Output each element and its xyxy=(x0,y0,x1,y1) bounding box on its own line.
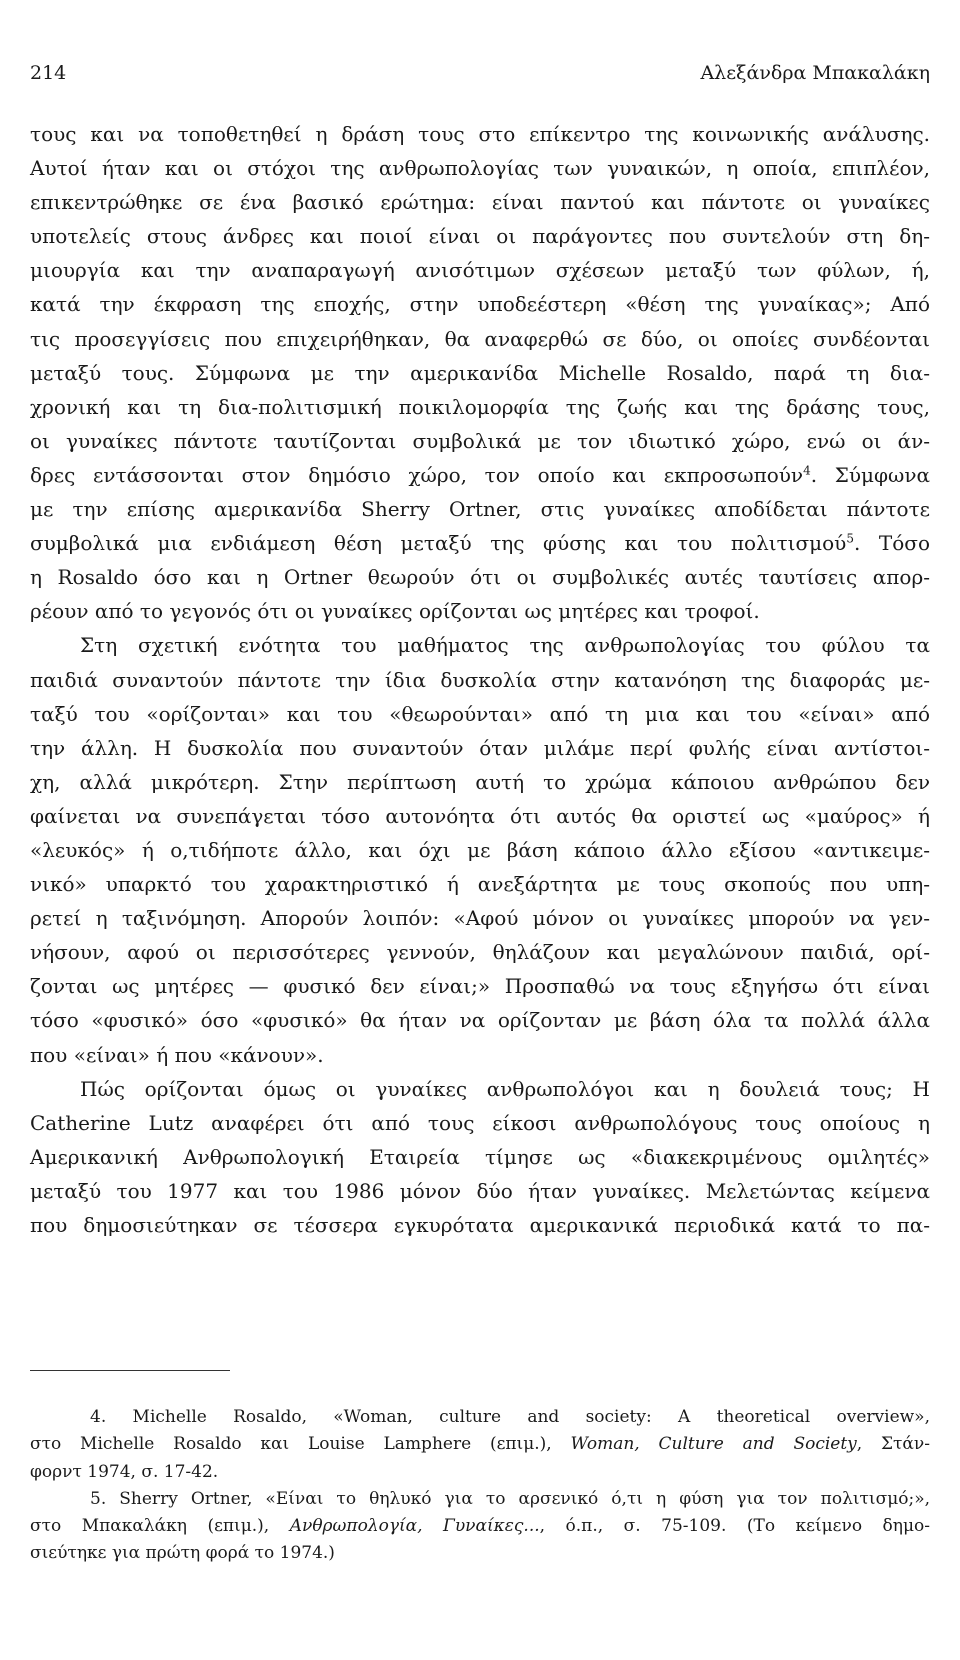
footnote-text: Michelle Rosaldo, «Woman, culture and society: A theoretical overview», xyxy=(132,1407,930,1427)
footnote-text: Sherry Ortner, «Είναι το θηλυκό για το αρσενικό ό,τι η φύση για τον πολιτισμό;», xyxy=(119,1488,931,1509)
body-line: ρετεί η ταξινόμηση. Απορούν λοιπόν: «Αφού μόνον οι γυναίκες μπορούν να γεν- xyxy=(30,906,930,931)
body-line-text: συμβολικά μια ενδιάμεση θέση μεταξύ της φύσης και του πολιτισμού xyxy=(30,531,847,556)
body-text xyxy=(30,117,930,1242)
footnote-divider xyxy=(30,1370,230,1371)
footnote-number: 4. xyxy=(90,1407,107,1427)
body-line: νικό» υπαρκτό του χαρακτηριστικό ή ανεξάρτητα με τους σκοπούς που υπη- xyxy=(30,872,930,897)
body-line: υποτελείς στους άνδρες και ποιοί είναι οι παράγοντες που συντελούν στη δη- xyxy=(30,224,930,249)
body-line: μεταξύ του 1977 και του 1986 μόνον δύο ήταν γυναίκες. Μελετώντας κείμενα xyxy=(30,1178,930,1203)
footnote-5-line: σιεύτηκε για πρώτη φορά το 1974.) xyxy=(30,1543,335,1564)
footnote-text: , Στάν- xyxy=(856,1434,930,1455)
footnote-text: , ό.π., σ. 75-109. (Το κείμενο δημο- xyxy=(539,1516,930,1537)
footnote-text: στο Michelle Rosaldo και Louise Lamphere (επιμ.), xyxy=(30,1434,571,1455)
body-line: «λευκός» ή ο,τιδήποτε άλλο, και όχι με βάση κάποιο άλλο εξίσου «αντικειμε- xyxy=(30,837,930,862)
body-line: ζονται ως μητέρες — φυσικό δεν είναι;» Προσπαθώ να τους εξηγήσω ότι είναι xyxy=(30,974,930,999)
footnote-book-title: Ανθρωπολογία, Γυναίκες... xyxy=(289,1516,540,1537)
body-line: ρέουν από το γεγονός ότι οι γυναίκες ορίζονται ως μητέρες και τροφοί. xyxy=(30,599,760,624)
body-line-text: . Σύμφωνα xyxy=(810,462,930,487)
body-line: νήσουν, αφού οι περισσότερες γεννούν, θηλάζουν και μεγαλώνουν παιδιά, ορί- xyxy=(30,940,930,965)
body-line: τους και να τοποθετηθεί η δράση τους στο επίκεντρο της κοινωνικής ανάλυσης. xyxy=(30,122,930,146)
body-line: τόσο «φυσικό» όσο «φυσικό» θα ήταν να ορίζονταν με βάση όλα τα πολλά άλλα xyxy=(30,1008,930,1033)
running-header xyxy=(30,62,930,92)
body-line: τις προσεγγίσεις που επιχειρήθηκαν, θα αναφερθώ σε δύο, οι οποίες συνδέονται xyxy=(30,326,930,351)
footnote-4-line xyxy=(30,1431,930,1458)
body-line: χη, αλλά μικρότερη. Στην περίπτωση αυτή το χρώμα κάποιου ανθρώπου δεν xyxy=(30,769,930,794)
footnote-5-line xyxy=(30,1486,930,1513)
footnote-book-title: Woman, Culture and Society xyxy=(570,1434,857,1455)
body-line: επικεντρώθηκε σε ένα βασικό ερώτημα: είναι παντού και πάντοτε οι γυναίκες xyxy=(30,190,930,215)
body-line: που «είναι» ή που «κάνουν». xyxy=(30,1042,324,1067)
body-line: Αμερικανική Ανθρωπολογική Εταιρεία τίμησε ως «διακεκριμένους ομιλητές» xyxy=(30,1144,930,1169)
body-line: κατά την έκφραση της εποχής, στην υποδεέστερη «θέση της γυναίκας»; Από xyxy=(30,292,930,317)
footnote-4-line xyxy=(30,1404,930,1431)
body-line: Αυτοί ήταν και οι στόχοι της ανθρωπολογίας των γυναικών, η οποία, επιπλέον, xyxy=(30,156,930,181)
footnote-number: 5. xyxy=(90,1488,107,1509)
body-line: την άλλη. Η δυσκολία που συναντούν όταν μιλάμε περί φυλής είναι αντίστοι- xyxy=(30,735,930,760)
body-line-with-footnote-ref xyxy=(30,526,930,560)
page-number: 214 xyxy=(30,62,67,84)
footnote-ref-4[interactable]: 4 xyxy=(803,463,811,478)
body-line: που δημοσιεύτηκαν σε τέσσερα εγκυρότατα αμερικανικά περιοδικά κατά το πα- xyxy=(30,1213,930,1237)
running-head-author: Αλεξάνδρα Μπακαλάκη xyxy=(700,62,930,84)
body-line-with-footnote-ref xyxy=(30,458,930,492)
body-line: παιδιά συναντούν πάντοτε την ίδια δυσκολία στην κατανόηση της διαφοράς με- xyxy=(30,667,930,692)
footnote-text: στο Μπακαλάκη (επιμ.), xyxy=(30,1516,290,1537)
body-line-text: . Τόσο xyxy=(853,531,930,556)
footnote-4-line: φορντ 1974, σ. 17-42. xyxy=(30,1461,219,1482)
body-line: Στη σχετική ενότητα του μαθήματος της ανθρωπολογίας του φύλου τα xyxy=(80,633,930,658)
body-line-text: δρες εντάσσονται στον δημόσιο χώρο, τον οποίο και εκπροσωπούν xyxy=(30,462,804,487)
body-line: χρονική και τη δια-πολιτισμική ποικιλομορφία της ζωής και της δράσης τους, xyxy=(30,394,930,419)
footnote-ref-5[interactable]: 5 xyxy=(846,531,854,546)
body-line: οι γυναίκες πάντοτε ταυτίζονται συμβολικά με τον ιδιωτικό χώρο, ενώ οι άν- xyxy=(30,428,930,453)
footnotes xyxy=(30,1404,930,1568)
body-line: Πώς ορίζονται όμως οι γυναίκες ανθρωπολόγοι και η δουλειά τους; Η xyxy=(80,1076,930,1101)
body-line: η Rosaldo όσο και η Ortner θεωρούν ότι οι συμβολικές αυτές ταυτίσεις απορ- xyxy=(30,565,930,590)
body-line: μιουργία και την αναπαραγωγή ανισότιμων σχέσεων μεταξύ των φύλων, ή, xyxy=(30,258,930,283)
body-line: Catherine Lutz αναφέρει ότι από τους είκοσι ανθρωπολόγους τους οποίους η xyxy=(30,1110,930,1135)
body-line: φαίνεται να συνεπάγεται τόσο αυτονόητα ότι αυτός θα οριστεί ως «μαύρος» ή xyxy=(30,803,930,828)
body-line: μεταξύ τους. Σύμφωνα με την αμερικανίδα Michelle Rosaldo, παρά τη δια- xyxy=(30,360,930,385)
body-line: ταξύ του «ορίζονται» και του «θεωρούνται» από τη μια και του «είναι» από xyxy=(30,701,930,726)
body-line: με την επίσης αμερικανίδα Sherry Ortner, στις γυναίκες αποδίδεται πάντοτε xyxy=(30,497,930,522)
footnote-5-line xyxy=(30,1513,930,1540)
